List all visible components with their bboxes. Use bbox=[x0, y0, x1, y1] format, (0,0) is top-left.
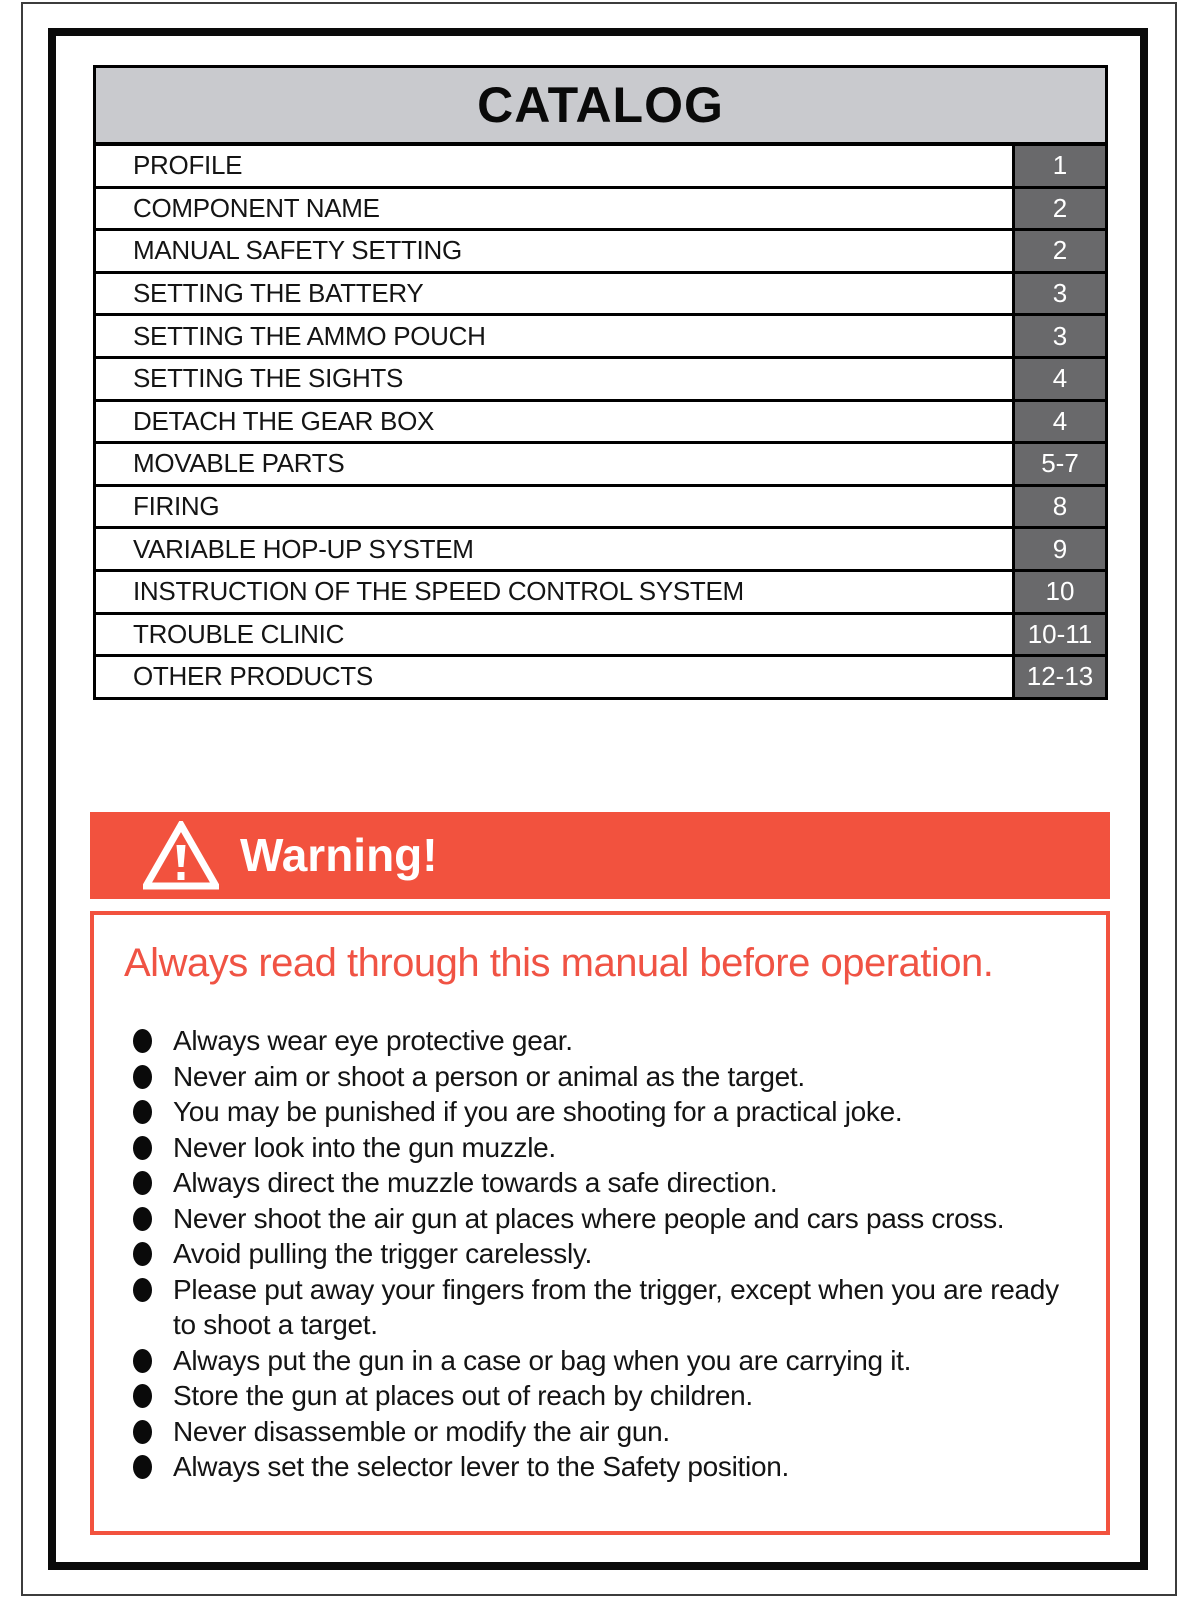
list-item bbox=[133, 1343, 1106, 1379]
bullet-icon bbox=[133, 1420, 152, 1444]
list-item bbox=[133, 1094, 1106, 1130]
bullet-icon bbox=[133, 1100, 152, 1124]
table-row bbox=[96, 359, 1105, 402]
row-label: TROUBLE CLINIC bbox=[96, 615, 1012, 655]
warning-banner-label: Warning! bbox=[240, 828, 438, 881]
row-label: SETTING THE AMMO POUCH bbox=[96, 316, 1012, 356]
bullet-icon bbox=[133, 1242, 152, 1266]
row-label: PROFILE bbox=[96, 146, 1012, 186]
table-row bbox=[96, 615, 1105, 658]
warning-list bbox=[94, 1023, 1106, 1485]
table-row bbox=[96, 146, 1105, 189]
row-page-number: 1 bbox=[1012, 146, 1105, 186]
table-row bbox=[96, 487, 1105, 530]
row-label: COMPONENT NAME bbox=[96, 189, 1012, 229]
row-page-number: 10 bbox=[1012, 572, 1105, 612]
table-row bbox=[96, 572, 1105, 615]
bullet-icon bbox=[133, 1065, 152, 1089]
row-page-number: 5-7 bbox=[1012, 444, 1105, 484]
row-page-number: 12-13 bbox=[1012, 657, 1105, 697]
table-row bbox=[96, 316, 1105, 359]
row-label: SETTING THE SIGHTS bbox=[96, 359, 1012, 399]
list-item-text: Always direct the muzzle towards a safe direction. bbox=[173, 1167, 778, 1198]
bullet-icon bbox=[133, 1278, 152, 1302]
row-label: FIRING bbox=[96, 487, 1012, 527]
bullet-icon bbox=[133, 1136, 152, 1160]
catalog-header bbox=[96, 68, 1105, 146]
warning-box bbox=[90, 911, 1110, 1535]
row-label: OTHER PRODUCTS bbox=[96, 657, 1012, 697]
list-item-text: Store the gun at places out of reach by children. bbox=[173, 1380, 753, 1411]
row-page-number: 3 bbox=[1012, 274, 1105, 314]
table-row bbox=[96, 189, 1105, 232]
list-item bbox=[133, 1130, 1106, 1166]
list-item bbox=[133, 1414, 1106, 1450]
bullet-icon bbox=[133, 1349, 152, 1373]
warning-banner bbox=[90, 812, 1110, 899]
row-page-number: 10-11 bbox=[1012, 615, 1105, 655]
table-row bbox=[96, 274, 1105, 317]
row-page-number: 2 bbox=[1012, 189, 1105, 229]
row-page-number: 4 bbox=[1012, 402, 1105, 442]
list-item-text: You may be punished if you are shooting for a practical joke. bbox=[173, 1096, 903, 1127]
catalog-table bbox=[93, 65, 1108, 700]
bullet-icon bbox=[133, 1171, 152, 1195]
list-item-text: Always set the selector lever to the Safety position. bbox=[173, 1451, 789, 1482]
list-item-text: Never look into the gun muzzle. bbox=[173, 1131, 556, 1163]
list-item bbox=[133, 1165, 1106, 1201]
list-item bbox=[133, 1059, 1106, 1095]
row-label: INSTRUCTION OF THE SPEED CONTROL SYSTEM bbox=[96, 572, 1012, 612]
table-row bbox=[96, 231, 1105, 274]
row-page-number: 4 bbox=[1012, 359, 1105, 399]
list-item-text: Always wear eye protective gear. bbox=[173, 1025, 573, 1056]
row-label: DETACH THE GEAR BOX bbox=[96, 402, 1012, 442]
list-item-text: Never aim or shoot a person or animal as the target. bbox=[173, 1060, 805, 1092]
list-item-text: Always put the gun in a case or bag when you are carrying it. bbox=[173, 1344, 912, 1376]
list-item bbox=[133, 1449, 1106, 1485]
list-item bbox=[133, 1201, 1106, 1237]
table-row bbox=[96, 402, 1105, 445]
bullet-icon bbox=[133, 1029, 152, 1053]
warning-headline: Always read through this manual before operation. bbox=[124, 941, 994, 985]
list-item bbox=[133, 1023, 1106, 1059]
bullet-icon bbox=[133, 1455, 152, 1479]
bullet-icon bbox=[133, 1384, 152, 1408]
row-label: MANUAL SAFETY SETTING bbox=[96, 231, 1012, 271]
table-row bbox=[96, 657, 1105, 697]
row-page-number: 2 bbox=[1012, 231, 1105, 271]
row-page-number: 3 bbox=[1012, 316, 1105, 356]
list-item-text: Avoid pulling the trigger carelessly. bbox=[173, 1238, 592, 1269]
bullet-icon bbox=[133, 1207, 152, 1231]
warning-triangle-icon bbox=[143, 821, 219, 891]
list-item bbox=[133, 1236, 1106, 1272]
list-item bbox=[133, 1378, 1106, 1414]
row-label: VARIABLE HOP-UP SYSTEM bbox=[96, 529, 1012, 569]
table-row bbox=[96, 444, 1105, 487]
row-page-number: 9 bbox=[1012, 529, 1105, 569]
catalog-title: CATALOG bbox=[477, 77, 724, 133]
row-label: MOVABLE PARTS bbox=[96, 444, 1012, 484]
table-row bbox=[96, 529, 1105, 572]
list-item-text: Please put away your fingers from the trigger, except when you are ready to shoot a target. bbox=[173, 1273, 1059, 1340]
row-page-number: 8 bbox=[1012, 487, 1105, 527]
list-item-text: Never shoot the air gun at places where people and cars pass cross. bbox=[173, 1202, 1005, 1234]
list-item bbox=[133, 1272, 1106, 1343]
list-item-text: Never disassemble or modify the air gun. bbox=[173, 1415, 670, 1447]
row-label: SETTING THE BATTERY bbox=[96, 274, 1012, 314]
